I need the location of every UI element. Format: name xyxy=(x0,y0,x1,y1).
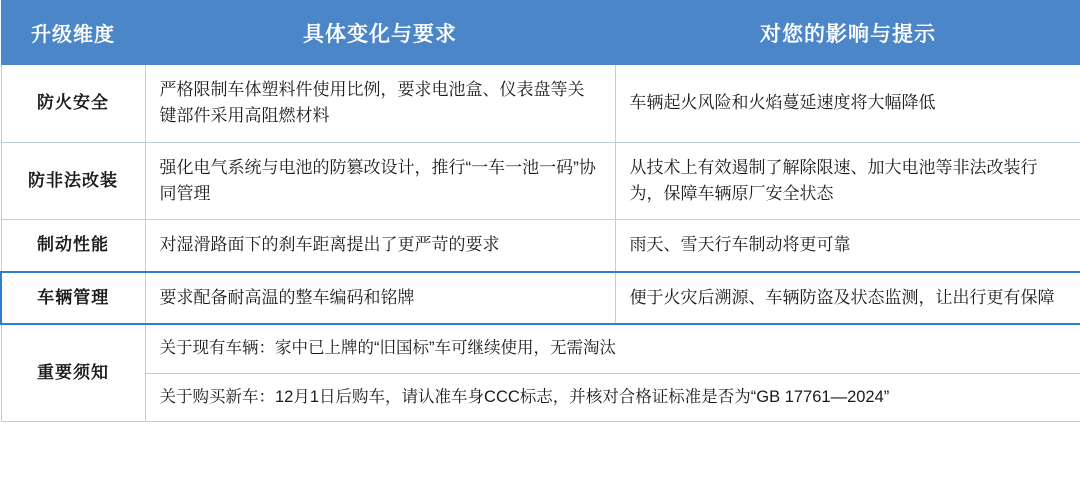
table-row xyxy=(1,220,1080,272)
table-header-row xyxy=(1,1,1080,65)
cell-dimension: 制动性能 xyxy=(1,220,145,272)
cell-changes: 要求配备耐高温的整车编码和铭牌 xyxy=(145,272,615,324)
cell-changes: 强化电气系统与电池的防篡改设计，推行“一车一池一码”协同管理 xyxy=(145,142,615,220)
table-row xyxy=(1,142,1080,220)
cell-impact: 便于火灾后溯源、车辆防盗及状态监测，让出行更有保障 xyxy=(615,272,1080,324)
cell-impact: 车辆起火风险和火焰蔓延速度将大幅降低 xyxy=(615,65,1080,143)
cell-dimension: 防火安全 xyxy=(1,65,145,143)
cell-dimension-notes: 重要须知 xyxy=(1,324,145,422)
table-row xyxy=(1,65,1080,143)
table-body xyxy=(1,65,1080,422)
column-header-changes: 具体变化与要求 xyxy=(145,1,615,65)
cell-dimension: 防非法改装 xyxy=(1,142,145,220)
cell-note-existing-vehicles: 关于现有车辆：家中已上牌的“旧国标”车可继续使用，无需淘汰 xyxy=(145,324,1080,373)
column-header-dimension: 升级维度 xyxy=(1,1,145,65)
cell-impact: 从技术上有效遏制了解除限速、加大电池等非法改装行为，保障车辆原厂安全状态 xyxy=(615,142,1080,220)
table-row-notes-first xyxy=(1,324,1080,373)
table-row-highlighted xyxy=(1,272,1080,324)
table-row-notes-second xyxy=(1,373,1080,422)
cell-changes: 对湿滑路面下的刹车距离提出了更严苛的要求 xyxy=(145,220,615,272)
table-header xyxy=(1,1,1080,65)
cell-dimension: 车辆管理 xyxy=(1,272,145,324)
cell-changes: 严格限制车体塑料件使用比例，要求电池盒、仪表盘等关键部件采用高阻燃材料 xyxy=(145,65,615,143)
column-header-impact: 对您的影响与提示 xyxy=(615,1,1080,65)
cell-note-new-vehicles: 关于购买新车：12月1日后购车，请认准车身CCC标志，并核对合格证标准是否为“GB 17761—2024” xyxy=(145,373,1080,422)
cell-impact: 雨天、雪天行车制动将更可靠 xyxy=(615,220,1080,272)
